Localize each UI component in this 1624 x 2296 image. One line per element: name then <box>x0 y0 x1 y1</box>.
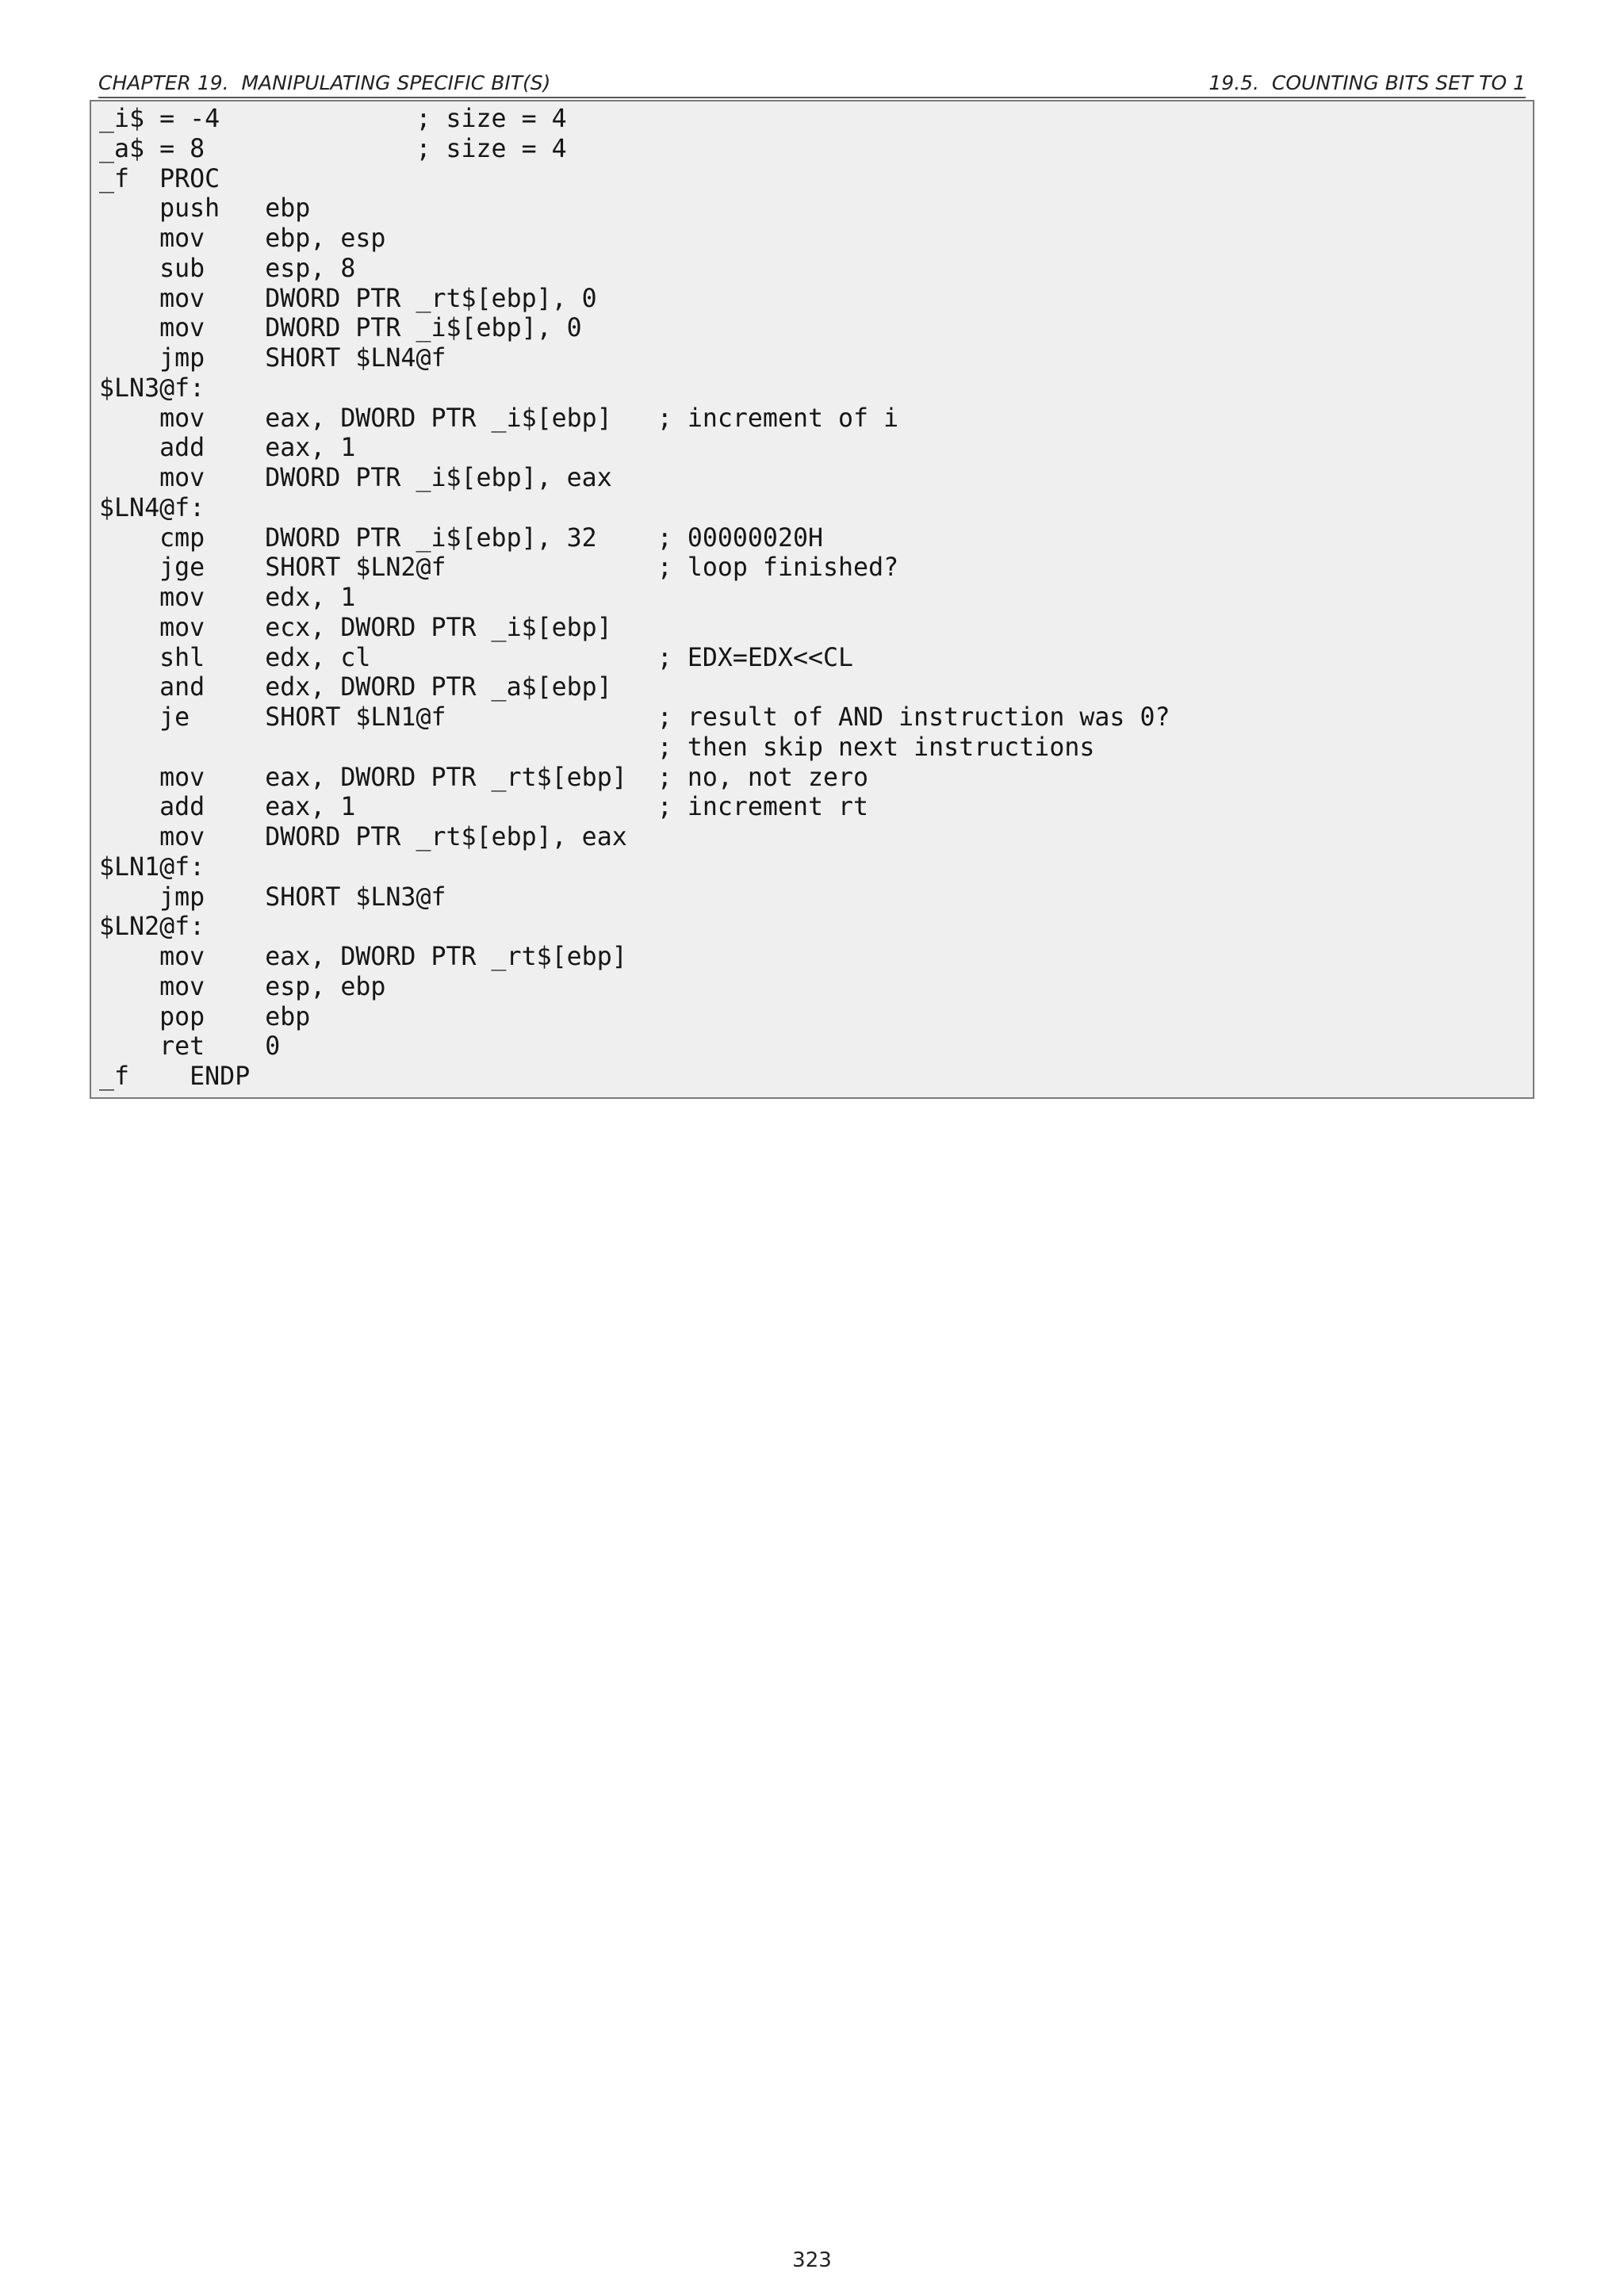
code-line: $LN1@f: <box>99 852 205 882</box>
code-line: jmp SHORT $LN4@f <box>99 344 446 373</box>
code-line: mov DWORD PTR _i$[ebp], eax <box>99 464 612 492</box>
code-line: mov eax, DWORD PTR _rt$[ebp] ; no, not zero <box>99 763 869 792</box>
code-line: pop ebp <box>99 1002 311 1031</box>
code-line: mov DWORD PTR _rt$[ebp], eax <box>99 823 627 851</box>
code-line: mov ecx, DWORD PTR _i$[ebp] <box>99 613 612 642</box>
code-line: _f PROC <box>99 164 220 193</box>
code-line: ret 0 <box>99 1032 281 1062</box>
code-line: je SHORT $LN1@f ; result of AND instruction was 0? <box>99 703 1170 732</box>
code-line: push ebp <box>99 194 311 224</box>
code-line: mov esp, ebp <box>99 972 386 1001</box>
code-line: mov eax, DWORD PTR _i$[ebp] ; increment of i <box>99 404 899 433</box>
code-line: mov eax, DWORD PTR _rt$[ebp] <box>99 943 627 971</box>
code-line: shl edx, cl ; EDX=EDX<<CL <box>99 643 854 672</box>
code-line: jmp SHORT $LN3@f <box>99 882 446 912</box>
running-header <box>98 70 1526 98</box>
code-line: $LN2@f: <box>99 913 205 942</box>
chapter-title: CHAPTER 19. MANIPULATING SPECIFIC BIT(S) <box>98 71 551 94</box>
code-line: cmp DWORD PTR _i$[ebp], 32 ; 00000020H <box>99 523 824 553</box>
code-line: jge SHORT $LN2@f ; loop finished? <box>99 553 899 583</box>
assembly-listing <box>99 105 1170 1093</box>
code-listing <box>90 100 1534 1099</box>
code-line: _f ENDP <box>99 1062 251 1091</box>
code-line: add eax, 1 ; increment rt <box>99 793 869 822</box>
code-line: mov ebp, esp <box>99 224 386 253</box>
code-line: mov edx, 1 <box>99 584 356 612</box>
code-line: ; then skip next instructions <box>99 733 1095 762</box>
page-number: 323 <box>792 2248 832 2272</box>
code-line: _i$ = -4 ; size = 4 <box>99 105 567 133</box>
code-line: and edx, DWORD PTR _a$[ebp] <box>99 673 612 702</box>
code-line: sub esp, 8 <box>99 254 356 283</box>
code-line: _a$ = 8 ; size = 4 <box>99 134 567 163</box>
code-line: $LN4@f: <box>99 493 205 522</box>
code-line: mov DWORD PTR _rt$[ebp], 0 <box>99 284 597 313</box>
section-title: 19.5. COUNTING BITS SET TO 1 <box>1208 71 1526 94</box>
code-line: $LN3@f: <box>99 373 205 403</box>
code-line: mov DWORD PTR _i$[ebp], 0 <box>99 314 582 343</box>
code-line: add eax, 1 <box>99 434 356 463</box>
